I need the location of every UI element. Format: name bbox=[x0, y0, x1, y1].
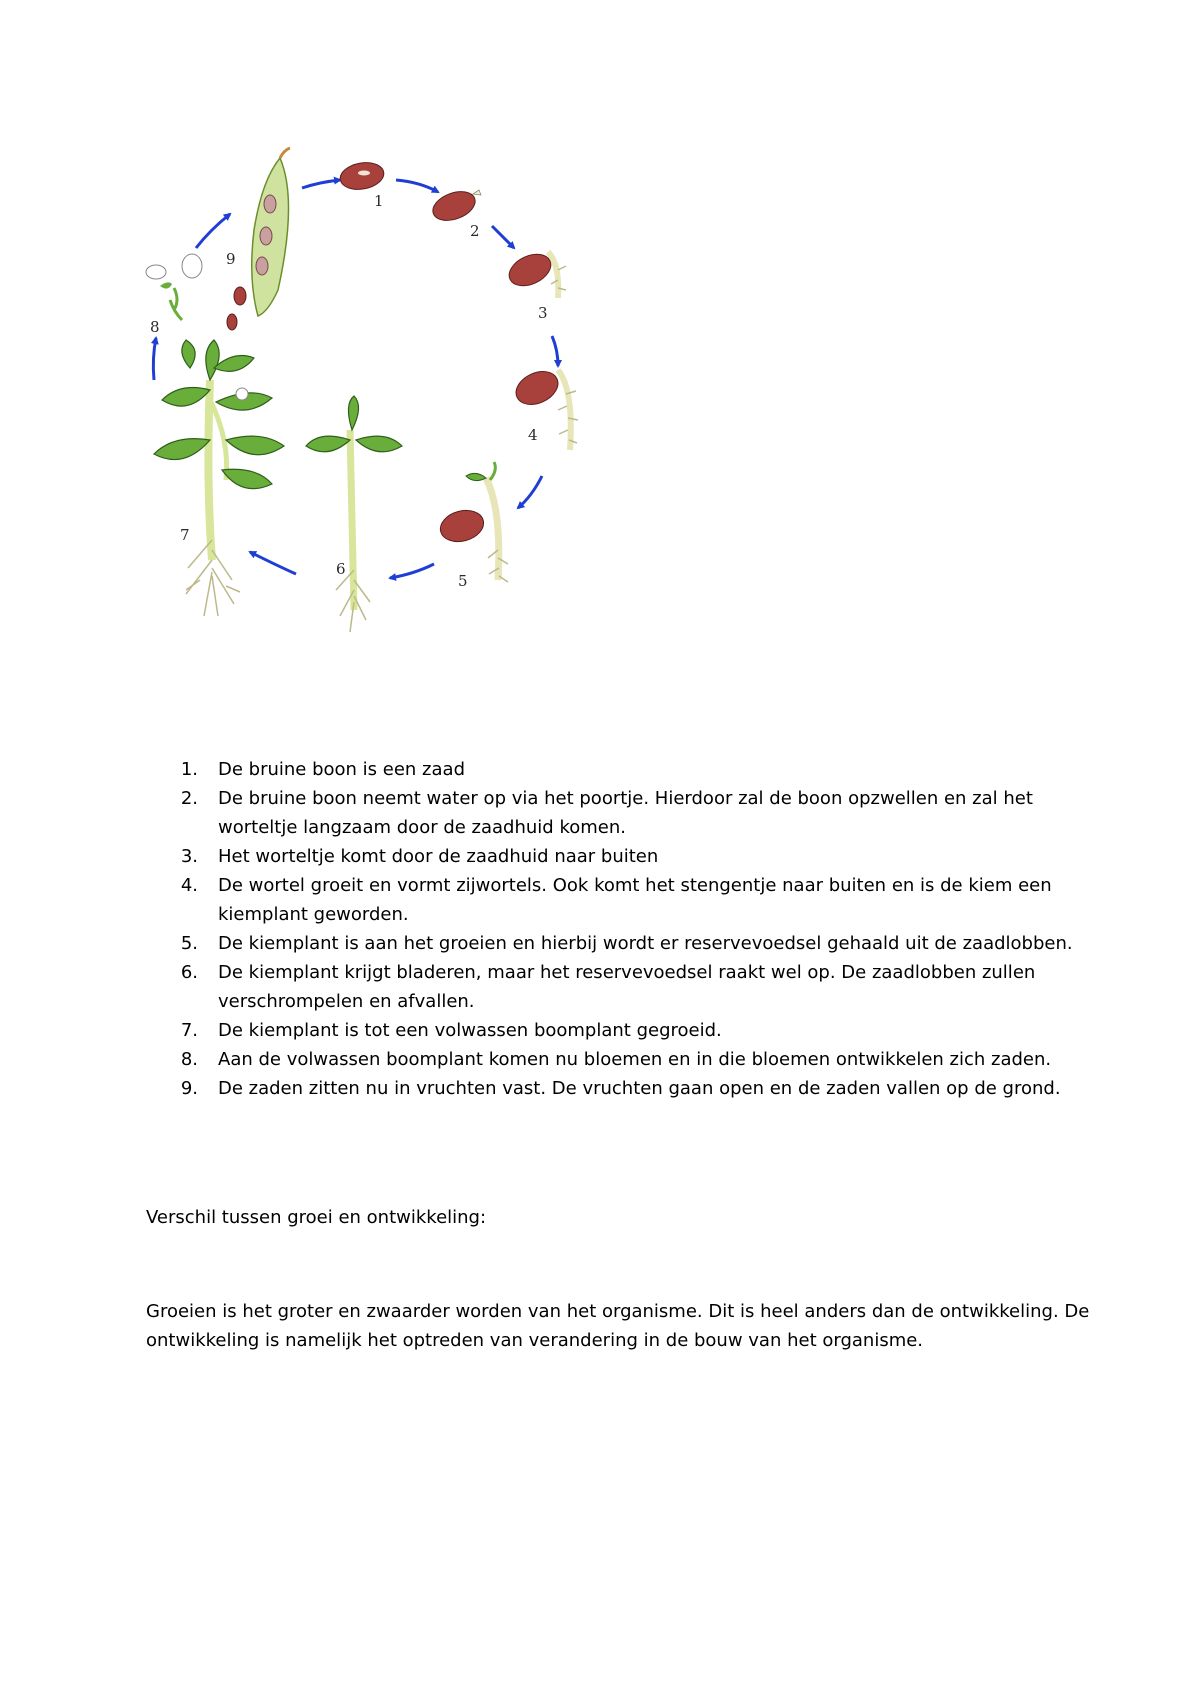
arrow-6-7 bbox=[250, 552, 296, 574]
step-number: 7. bbox=[180, 1020, 198, 1041]
step-number: 2. bbox=[180, 788, 198, 809]
step-item bbox=[146, 1016, 1076, 1045]
stage-label-7: 7 bbox=[180, 526, 190, 544]
arrow-4-5 bbox=[518, 476, 542, 508]
steps-list bbox=[146, 755, 1076, 1103]
step-item bbox=[146, 929, 1076, 958]
arrow-2-3 bbox=[492, 226, 514, 248]
arrow-5-6 bbox=[390, 564, 434, 578]
step-item bbox=[146, 755, 1076, 784]
step-item bbox=[146, 871, 1076, 929]
stage-label-1: 1 bbox=[374, 192, 384, 210]
stage-1-seed bbox=[338, 159, 386, 192]
stage-label-3: 3 bbox=[538, 304, 548, 322]
stage-label-4: 4 bbox=[528, 426, 538, 444]
body-paragraph: Groeien is het groter en zwaarder worden van het organisme. Dit is heel anders dan de ontwikkeling. De ontwikkeling is namelijk het optreden van verandering in de bouw van het organisme. bbox=[146, 1301, 1090, 1351]
stage-label-8: 8 bbox=[150, 318, 160, 336]
step-text: Aan de volwassen boomplant komen nu bloemen en in die bloemen ontwikkelen zich zaden. bbox=[218, 1049, 1052, 1070]
step-number: 5. bbox=[180, 933, 198, 954]
stage-6-young-plant bbox=[306, 396, 402, 632]
stage-3-root-emerging bbox=[504, 248, 566, 298]
stage-label-2: 2 bbox=[470, 222, 480, 240]
section-heading: Verschil tussen groei en ontwikkeling: bbox=[146, 1207, 487, 1228]
arrow-3-4 bbox=[552, 336, 558, 366]
bean-life-cycle-diagram bbox=[130, 140, 650, 700]
step-text: De bruine boon neemt water op via het poortje. Hierdoor zal de boon opzwellen en zal het worteltje langzaam door de zaadhuid komen. bbox=[218, 788, 1033, 838]
step-number: 4. bbox=[180, 875, 198, 896]
stage-label-6: 6 bbox=[336, 560, 346, 578]
step-text: De zaden zitten nu in vruchten vast. De vruchten gaan open en de zaden vallen op de grond. bbox=[218, 1078, 1061, 1099]
step-text: Het worteltje komt door de zaadhuid naar buiten bbox=[218, 846, 659, 867]
stage-label-5: 5 bbox=[458, 572, 468, 590]
arrow-1-2 bbox=[396, 180, 438, 192]
step-item bbox=[146, 842, 1076, 871]
stage-8-flower bbox=[146, 254, 202, 320]
step-text: De wortel groeit en vormt zijwortels. Ook komt het stengentje naar buiten en is de kiem een kiemplant geworden. bbox=[218, 875, 1052, 925]
step-item bbox=[146, 784, 1076, 842]
step-item bbox=[146, 1045, 1076, 1074]
step-text: De kiemplant krijgt bladeren, maar het reservevoedsel raakt wel op. De zaadlobben zullen verschrompelen en afvallen. bbox=[218, 962, 1036, 1012]
step-number: 1. bbox=[180, 759, 198, 780]
stage-9-pod bbox=[227, 148, 290, 330]
step-number: 8. bbox=[180, 1049, 198, 1070]
step-number: 3. bbox=[180, 846, 198, 867]
step-number: 9. bbox=[180, 1078, 198, 1099]
stage-7-mature-plant bbox=[154, 340, 284, 616]
arrow-7-8 bbox=[153, 338, 156, 380]
arrow-8-9 bbox=[196, 214, 230, 248]
arrow-9-1 bbox=[302, 180, 340, 188]
step-text: De kiemplant is tot een volwassen boomplant gegroeid. bbox=[218, 1020, 722, 1041]
step-item bbox=[146, 958, 1076, 1016]
step-text: De bruine boon is een zaad bbox=[218, 759, 465, 780]
step-text: De kiemplant is aan het groeien en hierbij wordt er reservevoedsel gehaald uit de zaadlobben. bbox=[218, 933, 1073, 954]
step-item bbox=[146, 1074, 1076, 1103]
stage-5-seedling bbox=[437, 462, 508, 582]
step-number: 6. bbox=[180, 962, 198, 983]
stage-label-9: 9 bbox=[226, 250, 236, 268]
stage-4-root-with-laterals bbox=[511, 365, 578, 450]
